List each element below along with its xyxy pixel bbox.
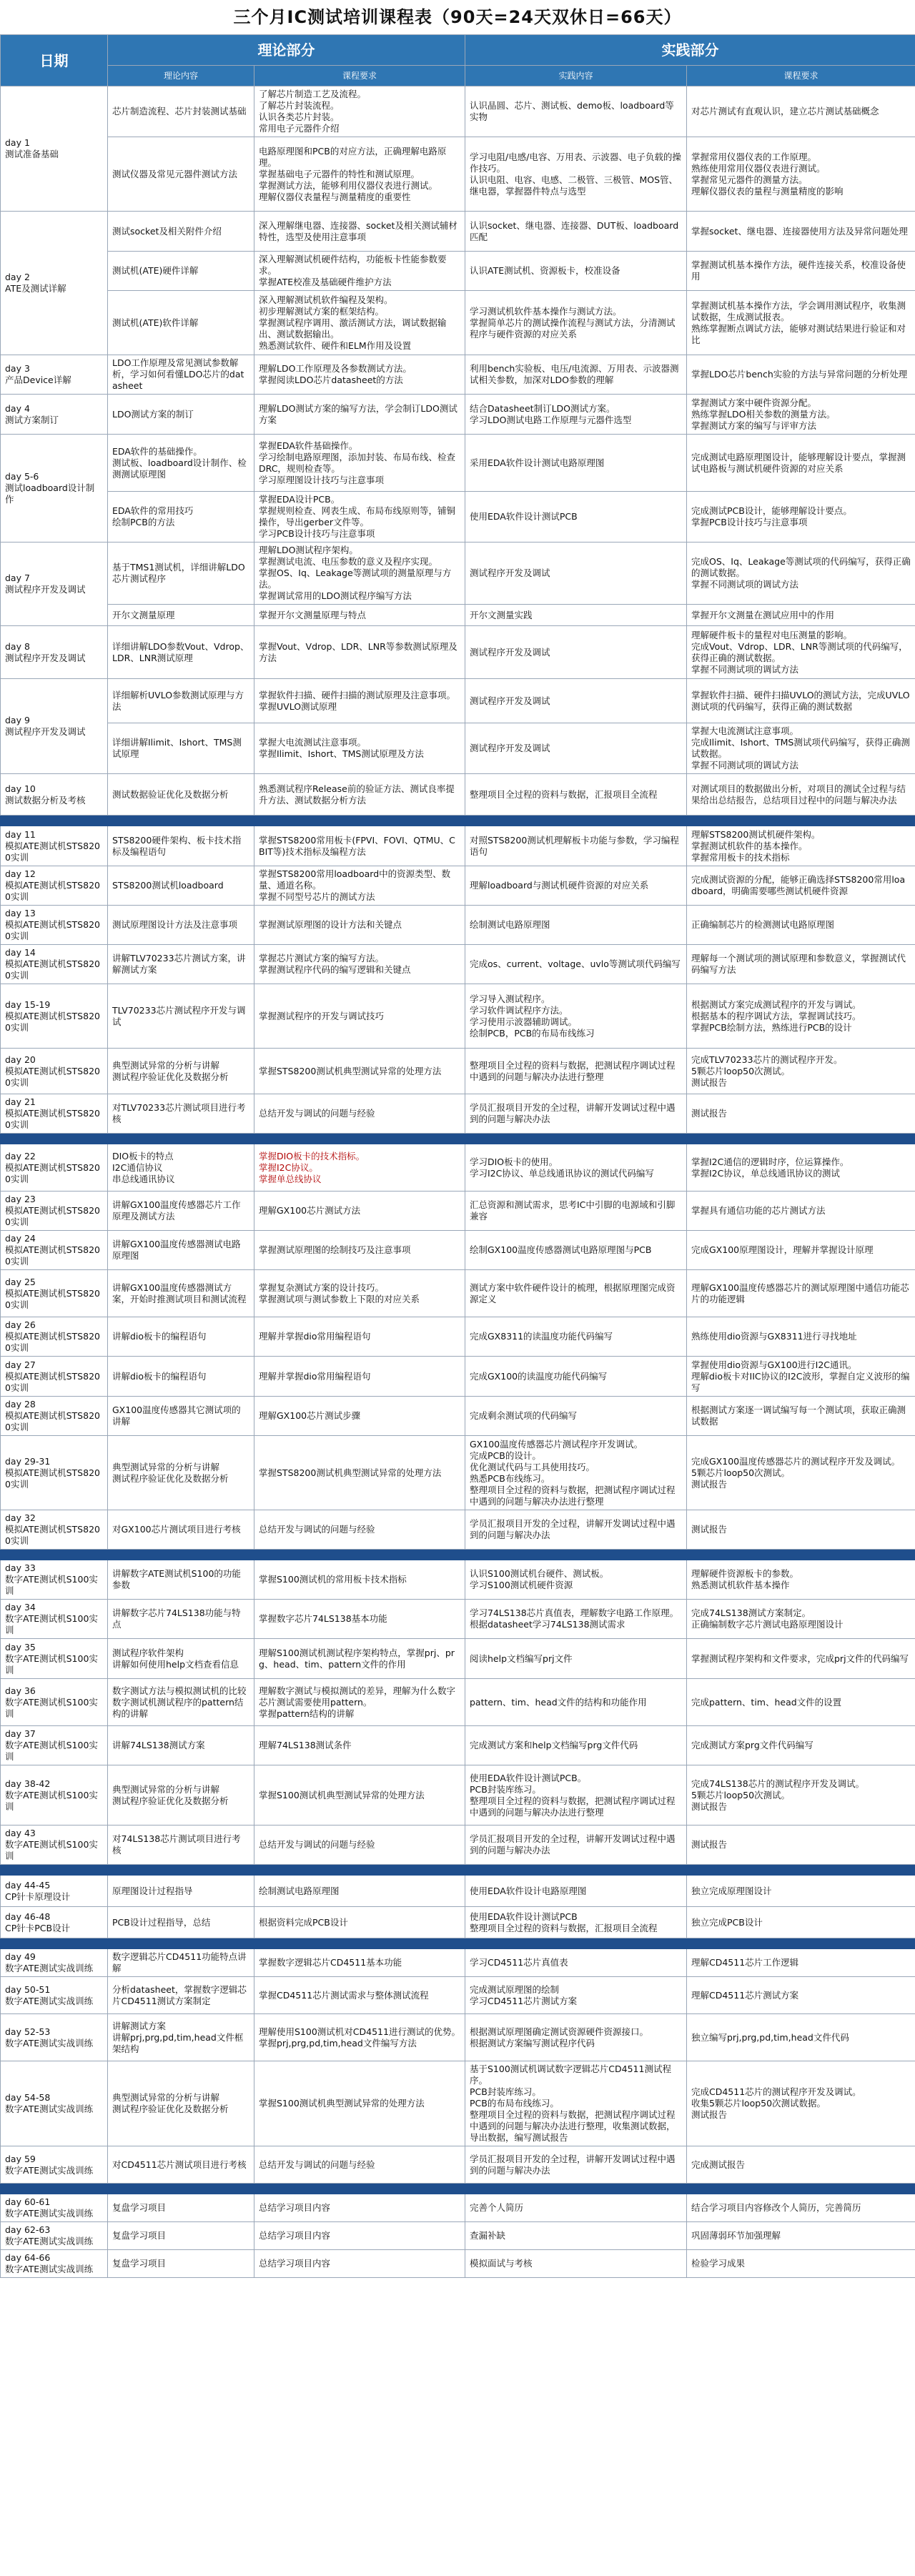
practice-content-cell: 认识socket、继电器、连接器、DUT板、loadboard匹配: [465, 212, 687, 252]
theory-requirement-cell: 掌握STS8200常用loadboard中的资源类型、数量、通道名称。 掌握不同型号芯片的测试方法: [254, 866, 465, 906]
day-cell: day 23 模拟ATE测试机STS8200实训: [1, 1192, 108, 1231]
table-row: [1, 1094, 915, 1134]
practice-requirement-cell: 完成测试电路原理图设计，能够理解设计要点，掌握测试电路板与测试机硬件资源的对应关系: [687, 435, 915, 492]
day-cell: day 64-66 数字ATE测试实战训练: [1, 2250, 108, 2278]
theory-content-cell: STS8200硬件架构、板卡技术指标及编程语句: [108, 826, 254, 866]
practice-requirement-cell: 巩固薄弱环节加强理解: [687, 2222, 915, 2250]
practice-content-cell: 对照STS8200测试机理解板卡功能与参数，学习编程语句: [465, 826, 687, 866]
theory-content-cell: 基于TMS1测试机，详细讲解LDO芯片测试程序: [108, 543, 254, 605]
practice-requirement-cell: 掌握测试方案中硬件资源分配。 熟练掌握LDO相关参数的测量方法。 掌握测试方案的编写与评审方法: [687, 395, 915, 435]
table-row: [1, 492, 915, 543]
practice-requirement-cell: 掌握I2C通信的逻辑时序，位运算操作。 掌握I2C协议，单总线通讯协议的测试: [687, 1144, 915, 1192]
table-row: [1, 1639, 915, 1679]
theory-requirement-cell: 理解GX100芯片测试方法: [254, 1192, 465, 1231]
theory-requirement-cell: 总结学习项目内容: [254, 2194, 465, 2222]
day-cell: day 37 数字ATE测试机S100实训: [1, 1726, 108, 1765]
day-cell: day 52-53 数字ATE测试实战训练: [1, 2014, 108, 2061]
section-divider: [1, 816, 915, 826]
theory-content-cell: EDA软件的常用技巧 绘制PCB的方法: [108, 492, 254, 543]
table-row: [1, 2146, 915, 2184]
table-row: [1, 605, 915, 626]
day-cell: day 34 数字ATE测试机S100实训: [1, 1600, 108, 1639]
day-cell: day 7 测试程序开发及调试: [1, 543, 108, 626]
day-cell: day 12 模拟ATE测试机STS8200实训: [1, 866, 108, 906]
theory-content-cell: 测试原理图设计方法及注意事项: [108, 906, 254, 945]
theory-content-cell: 详细解析UVLO参数测试原理与方法: [108, 679, 254, 723]
practice-content-cell: 认识晶圆、芯片、测试板、demo板、loadboard等实物: [465, 86, 687, 137]
practice-requirement-cell: 熟练使用dio资源与GX8311进行寻找地址: [687, 1317, 915, 1357]
practice-content-cell: GX100温度传感器芯片测试程序开发调试。 完成PCB的设计。 优化测试代码与工具使用技巧。 熟悉PCB布线练习。 整理项目全过程的资料与数据，把测试程序调试过程中遇到的问题与解决办法进行整理: [465, 1436, 687, 1510]
theory-requirement-header: 课程要求: [254, 66, 465, 86]
theory-requirement-cell: 掌握测试原理图的绘制技巧及注意事项: [254, 1231, 465, 1270]
practice-group-header: 实践部分: [465, 35, 915, 66]
table-row: [1, 1317, 915, 1357]
theory-content-cell: 典型测试异常的分析与讲解 测试程序验证优化及数据分析: [108, 1049, 254, 1094]
practice-content-cell: 整理项目全过程的资料与数据，把测试程序调试过程中遇到的问题与解决办法进行整理: [465, 1049, 687, 1094]
theory-requirement-cell: 掌握DIO板卡的技术指标。 掌握I2C协议。 掌握单总线协议: [254, 1144, 465, 1192]
day-cell: day 25 模拟ATE测试机STS8200实训: [1, 1270, 108, 1317]
day-cell: day 59 数字ATE测试实战训练: [1, 2146, 108, 2184]
day-cell: day 29-31 模拟ATE测试机STS8200实训: [1, 1436, 108, 1510]
day-cell: day 15-19 模拟ATE测试机STS8200实训: [1, 984, 108, 1049]
theory-content-cell: 典型测试异常的分析与讲解 测试程序验证优化及数据分析: [108, 1765, 254, 1826]
practice-content-header: 实践内容: [465, 66, 687, 86]
table-row: [1, 1397, 915, 1436]
theory-content-cell: 测试socket及相关附件介绍: [108, 212, 254, 252]
table-row: [1, 1192, 915, 1231]
day-cell: day 1 测试准备基础: [1, 86, 108, 212]
theory-requirement-cell: 掌握大电流测试注意事项。 掌握Ilimit、Ishort、TMS测试原理及方法: [254, 723, 465, 774]
section-divider: [1, 1550, 915, 1560]
theory-requirement-cell: 掌握数字芯片74LS138基本功能: [254, 1600, 465, 1639]
theory-content-cell: 数字测试方法与模拟测试机的比较 数字测试机测试程序的pattern结构的讲解: [108, 1679, 254, 1726]
practice-requirement-cell: 掌握具有通信功能的芯片测试方法: [687, 1192, 915, 1231]
practice-content-cell: 完成os、current、voltage、uvlo等测试项代码编写: [465, 945, 687, 984]
practice-content-cell: 理解loadboard与测试机硬件资源的对应关系: [465, 866, 687, 906]
day-cell: day 24 模拟ATE测试机STS8200实训: [1, 1231, 108, 1270]
practice-requirement-cell: 理解硬件资源板卡的参数。 熟悉测试机软件基本操作: [687, 1560, 915, 1600]
theory-content-cell: 分析datasheet，掌握数字逻辑芯片CD4511测试方案制定: [108, 1977, 254, 2014]
theory-requirement-cell: 熟悉测试程序Release前的验证方法、测试良率提升方法、测试数据分析方法: [254, 774, 465, 816]
day-cell: day 46-48 CP针卡PCB设计: [1, 1907, 108, 1938]
table-row: [1, 543, 915, 605]
theory-content-cell: 详细讲解LDO参数Vout、Vdrop、LDR、LNR测试原理: [108, 626, 254, 679]
theory-content-cell: 讲解74LS138测试方案: [108, 1726, 254, 1765]
theory-content-cell: 测试仪器及常见元器件测试方法: [108, 137, 254, 212]
theory-content-cell: 测试数据验证优化及数据分析: [108, 774, 254, 816]
practice-content-cell: 绘制测试电路原理图: [465, 906, 687, 945]
table-row: [1, 1510, 915, 1550]
day-cell: day 35 数字ATE测试机S100实训: [1, 1639, 108, 1679]
theory-requirement-cell: 掌握芯片测试方案的编写方法。 掌握测试程序代码的编写逻辑和关键点: [254, 945, 465, 984]
table-row: [1, 1679, 915, 1726]
theory-requirement-cell: 掌握测试程序的开发与调试技巧: [254, 984, 465, 1049]
practice-content-cell: 测试程序开发及调试: [465, 679, 687, 723]
practice-requirement-cell: 完成测试资源的分配，能够正确选择STS8200常用loadboard，明确需要哪些测试机硬件资源: [687, 866, 915, 906]
practice-content-cell: 结合Datasheet制订LDO测试方案。 学习LDO测试电路工作原理与元器件选型: [465, 395, 687, 435]
theory-content-cell: 讲解TLV70233芯片测试方案，讲解测试方案: [108, 945, 254, 984]
practice-requirement-cell: 完成pattern、tim、head文件的设置: [687, 1679, 915, 1726]
practice-requirement-cell: 完成74LS138芯片的测试程序开发及调试。 5颗芯片loop50次测试。 测试报告: [687, 1765, 915, 1826]
practice-content-cell: 绘制GX100温度传感器测试电路原理图与PCB: [465, 1231, 687, 1270]
day-cell: day 26 模拟ATE测试机STS8200实训: [1, 1317, 108, 1357]
practice-content-cell: 测试方案中软件硬件设计的梳理，根据原理图完成资源定义: [465, 1270, 687, 1317]
practice-requirement-cell: 对测试项目的数据做出分析，对项目的测试全过程与结果给出总结报告，总结项目过程中的问题与解决办法: [687, 774, 915, 816]
day-cell: day 13 模拟ATE测试机STS8200实训: [1, 906, 108, 945]
practice-content-cell: 测试程序开发及调试: [465, 723, 687, 774]
theory-content-cell: 讲解数字芯片74LS138功能与特点: [108, 1600, 254, 1639]
theory-requirement-cell: 总结开发与调试的问题与经验: [254, 1510, 465, 1550]
theory-content-cell: LDO测试方案的制订: [108, 395, 254, 435]
day-cell: day 21 模拟ATE测试机STS8200实训: [1, 1094, 108, 1134]
theory-requirement-cell: 理解GX100芯片测试步骤: [254, 1397, 465, 1436]
practice-requirement-cell: 理解CD4511芯片测试方案: [687, 1977, 915, 2014]
table-row: [1, 2250, 915, 2278]
theory-content-cell: 原理图设计过程指导: [108, 1876, 254, 1907]
practice-requirement-cell: 掌握软件扫描、硬件扫描UVLO的测试方法，完成UVLO测试项的代码编写，获得正确的测试数据: [687, 679, 915, 723]
theory-requirement-cell: 掌握数字逻辑芯片CD4511基本功能: [254, 1949, 465, 1977]
theory-requirement-cell: 深入理解测试机软件编程及架构。 初步理解测试方案的框架结构。 掌握测试程序调用、激活测试方法，调试数据输出、测试数据输出。 熟悉测试软件、硬件和ELM作用及设置: [254, 291, 465, 355]
table-row: [1, 2222, 915, 2250]
theory-requirement-cell: 掌握STS8200常用板卡(FPVI、FOVI、QTMU、CBIT等)技术指标及编程方法: [254, 826, 465, 866]
practice-content-cell: 学员汇报项目开发的全过程，讲解开发调试过程中遇到的问题与解决办法: [465, 1826, 687, 1865]
practice-content-cell: 学员汇报项目开发的全过程，讲解开发调试过程中遇到的问题与解决办法: [465, 1094, 687, 1134]
theory-requirement-cell: 理解使用S100测试机对CD4511进行测试的优势。 掌握prj,prg,pd,tim,head文件编写方法: [254, 2014, 465, 2061]
practice-requirement-cell: 完成测试方案prg文件代码编写: [687, 1726, 915, 1765]
section-divider: [1, 1134, 915, 1144]
practice-content-cell: 使用EDA软件设计测试PCB 整理项目全过程的资料与数据，汇报项目全流程: [465, 1907, 687, 1938]
theory-requirement-cell: 深入理解测试机硬件结构，功能板卡性能参数要求。 掌握ATE校准及基础硬件维护方法: [254, 252, 465, 291]
day-cell: day 62-63 数字ATE测试实战训练: [1, 2222, 108, 2250]
practice-requirement-cell: 独立编写prj,prg,pd,tim,head文件代码: [687, 2014, 915, 2061]
theory-content-cell: 讲解GX100温度传感器测试电路原理图: [108, 1231, 254, 1270]
theory-content-cell: DIO板卡的特点 I2C通信协议 串总线通讯协议: [108, 1144, 254, 1192]
theory-requirement-cell: 理解并掌握dio常用编程语句: [254, 1357, 465, 1397]
practice-requirement-cell: 完成GX100原理图设计，理解并掌握设计原理: [687, 1231, 915, 1270]
practice-requirement-cell: 理解硬件板卡的量程对电压测量的影响。 完成Vout、Vdrop、LDR、LNR等测试项的代码编写，获得正确的测试数据。 掌握不同测试项的调试方法: [687, 626, 915, 679]
theory-requirement-cell: 理解LDO测试方案的编写方法，学会制订LDO测试方案: [254, 395, 465, 435]
day-cell: day 60-61 数字ATE测试实战训练: [1, 2194, 108, 2222]
course-table: [0, 34, 915, 2278]
theory-content-cell: 开尔文测量原理: [108, 605, 254, 626]
practice-requirement-cell: 掌握测试程序架构和文件要求，完成prj文件的代码编写: [687, 1639, 915, 1679]
theory-content-cell: 对74LS138芯片测试项目进行考核: [108, 1826, 254, 1865]
practice-requirement-cell: 完成测试报告: [687, 2146, 915, 2184]
practice-content-cell: 根据测试原理图确定测试资源硬件资源接口。 根据测试方案编写测试程序代码: [465, 2014, 687, 2061]
practice-content-cell: 学习DIO板卡的使用。 学习I2C协议、单总线通讯协议的测试代码编写: [465, 1144, 687, 1192]
day-cell: day 5-6 测试loadboard设计制作: [1, 435, 108, 543]
day-cell: day 8 测试程序开发及调试: [1, 626, 108, 679]
theory-requirement-cell: 掌握EDA软件基础操作。 学习绘制电路原理图，添加封装、布局布线、检查DRC，规则检查等。 学习原理图设计技巧与注意事项: [254, 435, 465, 492]
day-cell: day 32 模拟ATE测试机STS8200实训: [1, 1510, 108, 1550]
practice-requirement-cell: 检验学习成果: [687, 2250, 915, 2278]
day-cell: day 44-45 CP针卡原理设计: [1, 1876, 108, 1907]
theory-requirement-cell: 掌握S100测试机典型测试异常的处理方法: [254, 1765, 465, 1826]
practice-requirement-cell: 完成TLV70233芯片的测试程序开发。 5颗芯片loop50次测试。 测试报告: [687, 1049, 915, 1094]
theory-requirement-cell: 理解S100测试机测试程序架构特点，掌握prj、prg、head、tim、pattern文件的作用: [254, 1639, 465, 1679]
theory-content-cell: EDA软件的基础操作。 测试板、loadboard设计制作、检测测试原理图: [108, 435, 254, 492]
theory-content-cell: STS8200测试机loadboard: [108, 866, 254, 906]
practice-content-cell: 利用bench实验板、电压/电流源、万用表、示波器测试相关参数，加深对LDO参数的理解: [465, 355, 687, 395]
theory-content-cell: 讲解GX100温度传感器芯片工作原理及测试方法: [108, 1192, 254, 1231]
theory-content-cell: 测试程序软件架构 讲解如何使用help文档查看信息: [108, 1639, 254, 1679]
table-row: [1, 86, 915, 137]
practice-requirement-cell: 掌握测试机基本操作方法，学会调用测试程序，收集测试数据，生成测试报表。 熟练掌握断点调试方法，能够对测试结果进行验证和对比: [687, 291, 915, 355]
day-cell: day 54-58 数字ATE测试实战训练: [1, 2061, 108, 2146]
theory-requirement-cell: 理解LDO测试程序架构。 掌握测试电流、电压参数的意义及程序实现。 掌握OS、Iq、Leakage等测试项的测量原理与方法。 掌握调试常用的LDO测试程序编写方法: [254, 543, 465, 605]
theory-requirement-cell: 理解并掌握dio常用编程语句: [254, 1317, 465, 1357]
practice-content-cell: 学习74LS138芯片真值表，理解数字电路工作原理。 根据datasheet学习74LS138测试需求: [465, 1600, 687, 1639]
table-row: [1, 1436, 915, 1510]
day-cell: day 33 数字ATE测试机S100实训: [1, 1560, 108, 1600]
practice-content-cell: 采用EDA软件设计测试电路原理图: [465, 435, 687, 492]
practice-content-cell: 认识ATE测试机、资源板卡，校准设备: [465, 252, 687, 291]
table-row: [1, 2014, 915, 2061]
day-cell: day 3 产品Device详解: [1, 355, 108, 395]
theory-requirement-cell: 绘制测试电路原理图: [254, 1876, 465, 1907]
theory-content-cell: 典型测试异常的分析与讲解 测试程序验证优化及数据分析: [108, 2061, 254, 2146]
theory-content-cell: 数字逻辑芯片CD4511功能特点讲解: [108, 1949, 254, 1977]
theory-content-cell: 测试机(ATE)软件详解: [108, 291, 254, 355]
table-row: [1, 212, 915, 252]
practice-content-cell: 完成剩余测试项的代码编写: [465, 1397, 687, 1436]
theory-requirement-cell: 理解LDO工作原理及各参数测试方法。 掌握阅读LDO芯片datasheet的方法: [254, 355, 465, 395]
theory-content-cell: 讲解dio板卡的编程语句: [108, 1357, 254, 1397]
theory-content-cell: 测试机(ATE)硬件详解: [108, 252, 254, 291]
practice-requirement-cell: 独立完成PCB设计: [687, 1907, 915, 1938]
table-row: [1, 395, 915, 435]
practice-requirement-cell: 掌握LDO芯片bench实验的方法与异常问题的分析处理: [687, 355, 915, 395]
practice-content-cell: 学习电阻/电感/电容、万用表、示波器、电子负载的操作技巧。 认识电阻、电容、电感、二极管、三极管、MOS管、继电器，掌握器件特点与选型: [465, 137, 687, 212]
practice-requirement-cell: 理解每一个测试项的测试原理和参数意义，掌握测试代码编写方法: [687, 945, 915, 984]
page-title: 三个月IC测试培训课程表（90天=24天双休日=66天）: [233, 7, 682, 27]
day-cell: day 27 模拟ATE测试机STS8200实训: [1, 1357, 108, 1397]
table-row: [1, 2194, 915, 2222]
theory-content-cell: 讲解测试方案 讲解prj,prg,pd,tim,head文件框架结构: [108, 2014, 254, 2061]
day-cell: day 38-42 数字ATE测试机S100实训: [1, 1765, 108, 1826]
theory-requirement-cell: 掌握测试原理图的设计方法和关键点: [254, 906, 465, 945]
practice-content-cell: 开尔文测量实践: [465, 605, 687, 626]
day-cell: day 10 测试数据分析及考核: [1, 774, 108, 816]
practice-requirement-cell: 测试报告: [687, 1510, 915, 1550]
day-cell: day 43 数字ATE测试机S100实训: [1, 1826, 108, 1865]
practice-content-cell: 学习CD4511芯片真值表: [465, 1949, 687, 1977]
theory-content-cell: 对CD4511芯片测试项目进行考核: [108, 2146, 254, 2184]
practice-requirement-cell: 根据测试方案逐一调试编写每一个测试项，获取正确测试数据: [687, 1397, 915, 1436]
practice-requirement-cell: 测试报告: [687, 1094, 915, 1134]
day-cell: day 2 ATE及测试详解: [1, 212, 108, 355]
table-row: [1, 984, 915, 1049]
practice-content-cell: 完成测试原理图的绘制 学习CD4511芯片测试方案: [465, 1977, 687, 2014]
practice-content-cell: 整理项目全过程的资料与数据，汇报项目全流程: [465, 774, 687, 816]
practice-requirement-cell: 正确编制芯片的检测测试电路原理图: [687, 906, 915, 945]
practice-requirement-cell: 对芯片测试有直观认识，建立芯片测试基础概念: [687, 86, 915, 137]
practice-content-cell: 汇总资源和测试需求，思考IC中引脚的电源域和引脚兼容: [465, 1192, 687, 1231]
practice-content-cell: 模拟面试与考核: [465, 2250, 687, 2278]
theory-requirement-cell: 理解数字测试与模拟测试的差异，理解为什么数字芯片测试需要使用pattern。 掌握pattern结构的讲解: [254, 1679, 465, 1726]
table-row: [1, 1049, 915, 1094]
practice-content-cell: 完成GX8311的读温度功能代码编写: [465, 1317, 687, 1357]
table-row: [1, 355, 915, 395]
practice-content-cell: 测试程序开发及调试: [465, 543, 687, 605]
day-cell: day 36 数字ATE测试机S100实训: [1, 1679, 108, 1726]
table-row: [1, 1144, 915, 1192]
practice-requirement-cell: 掌握大电流测试注意事项。 完成Ilimit、Ishort、TMS测试项代码编写，获得正确测试数据。 掌握不同测试项的调试方法: [687, 723, 915, 774]
theory-requirement-cell: 理解74LS138测试条件: [254, 1726, 465, 1765]
practice-content-cell: 使用EDA软件设计测试PCB。 PCB封装库练习。 整理项目全过程的资料与数据，把测试程序调试过程中遇到的问题与解决办法进行整理: [465, 1765, 687, 1826]
theory-requirement-cell: 总结开发与调试的问题与经验: [254, 2146, 465, 2184]
table-row: [1, 1876, 915, 1907]
theory-content-cell: 复盘学习项目: [108, 2250, 254, 2278]
practice-content-cell: 认识S100测试机台硬件、测试板。 学习S100测试机硬件资源: [465, 1560, 687, 1600]
theory-requirement-cell: 掌握CD4511芯片测试需求与整体测试流程: [254, 1977, 465, 2014]
section-divider: [1, 1865, 915, 1876]
table-row: [1, 1907, 915, 1938]
theory-content-cell: 讲解dio板卡的编程语句: [108, 1317, 254, 1357]
table-row: [1, 1357, 915, 1397]
table-row: [1, 435, 915, 492]
table-row: [1, 1949, 915, 1977]
practice-content-cell: 测试程序开发及调试: [465, 626, 687, 679]
practice-content-cell: 使用EDA软件设计测试PCB: [465, 492, 687, 543]
theory-requirement-cell: 掌握软件扫描、硬件扫描的测试原理及注意事项。 掌握UVLO测试原理: [254, 679, 465, 723]
practice-requirement-cell: 完成测试PCB设计，能够理解设计要点。 掌握PCB设计技巧与注意事项: [687, 492, 915, 543]
table-row: [1, 1231, 915, 1270]
practice-requirement-header: 课程要求: [687, 66, 915, 86]
theory-requirement-cell: 根据资料完成PCB设计: [254, 1907, 465, 1938]
theory-content-cell: 典型测试异常的分析与讲解 测试程序验证优化及数据分析: [108, 1436, 254, 1510]
table-row: [1, 1560, 915, 1600]
practice-content-cell: 完成测试方案和help文档编写prg文件代码: [465, 1726, 687, 1765]
theory-content-cell: PCB设计过程指导，总结: [108, 1907, 254, 1938]
day-cell: day 4 测试方案制订: [1, 395, 108, 435]
practice-requirement-cell: 根据测试方案完成测试程序的开发与调试。 根据基本的程序调试方法，掌握调试技巧。 掌握PCB绘制方法，熟练进行PCB的设计: [687, 984, 915, 1049]
theory-requirement-cell: 掌握S100测试机典型测试异常的处理方法: [254, 2061, 465, 2146]
day-cell: day 50-51 数字ATE测试实战训练: [1, 1977, 108, 2014]
practice-requirement-cell: 独立完成原理图设计: [687, 1876, 915, 1907]
table-row: [1, 723, 915, 774]
table-row: [1, 137, 915, 212]
table-row: [1, 2061, 915, 2146]
section-divider: [1, 2184, 915, 2194]
practice-requirement-cell: 掌握常用仪器仪表的工作原理。 熟练使用常用仪器仪表进行测试。 掌握常见元器件的测量方法。 理解仪器仪表的量程与测量精度的影响: [687, 137, 915, 212]
practice-content-cell: 学员汇报项目开发的全过程，讲解开发调试过程中遇到的问题与解决办法: [465, 2146, 687, 2184]
theory-requirement-cell: 深入理解继电器、连接器、socket及相关测试辅材特性，选型及使用注意事项: [254, 212, 465, 252]
practice-requirement-cell: 完成OS、Iq、Leakage等测试项的代码编写，获得正确的测试数据。 掌握不同测试项的调试方法: [687, 543, 915, 605]
theory-requirement-cell: 总结学习项目内容: [254, 2250, 465, 2278]
theory-requirement-cell: 总结学习项目内容: [254, 2222, 465, 2250]
table-row: [1, 626, 915, 679]
day-cell: day 28 模拟ATE测试机STS8200实训: [1, 1397, 108, 1436]
theory-content-cell: 讲解数字ATE测试机S100的功能参数: [108, 1560, 254, 1600]
day-column-header: 日期: [1, 35, 108, 86]
table-row: [1, 1826, 915, 1865]
practice-content-cell: 基于S100测试机调试数字逻辑芯片CD4511测试程序。 PCB封装库练习。 PCB的布局布线练习。 整理项目全过程的资料与数据，把测试程序调试过程中遇到的问题与解决办法进行整理，收集测试数据，导出数据，编写测试报告: [465, 2061, 687, 2146]
theory-requirement-cell: 掌握STS8200测试机典型测试异常的处理方法: [254, 1436, 465, 1510]
practice-content-cell: 完成GX100的读温度功能代码编写: [465, 1357, 687, 1397]
practice-requirement-cell: 理解GX100温度传感器芯片的测试原理图中通信功能芯片的功能逻辑: [687, 1270, 915, 1317]
day-cell: day 11 模拟ATE测试机STS8200实训: [1, 826, 108, 866]
table-row: [1, 1270, 915, 1317]
table-row: [1, 866, 915, 906]
theory-requirement-cell: 掌握STS8200测试机典型测试异常的处理方法: [254, 1049, 465, 1094]
day-cell: day 22 模拟ATE测试机STS8200实训: [1, 1144, 108, 1192]
theory-requirement-cell: 了解芯片制造工艺及流程。 了解芯片封装流程。 认识各类芯片封装。 常用电子元器件介绍: [254, 86, 465, 137]
theory-requirement-cell: 掌握S100测试机的常用板卡技术指标: [254, 1560, 465, 1600]
practice-content-cell: 完善个人简历: [465, 2194, 687, 2222]
theory-content-header: 理论内容: [108, 66, 254, 86]
practice-requirement-cell: 测试报告: [687, 1826, 915, 1865]
practice-requirement-cell: 理解CD4511芯片工作逻辑: [687, 1949, 915, 1977]
theory-content-cell: 复盘学习项目: [108, 2222, 254, 2250]
practice-content-cell: 学习导入测试程序。 学习软件调试程序方法。 学习使用示波器辅助调试。 绘制PCB，PCB的布局布线练习: [465, 984, 687, 1049]
theory-requirement-cell: 总结开发与调试的问题与经验: [254, 1826, 465, 1865]
practice-requirement-cell: 掌握测试机基本操作方法，硬件连接关系，校准设备使用: [687, 252, 915, 291]
table-row: [1, 1726, 915, 1765]
day-cell: day 20 模拟ATE测试机STS8200实训: [1, 1049, 108, 1094]
practice-requirement-cell: 完成GX100温度传感器芯片的测试程序开发及调试。 5颗芯片loop50次测试。 测试报告: [687, 1436, 915, 1510]
practice-requirement-cell: 理解STS8200测试机硬件架构。 掌握测试机软件的基本操作。 掌握常用板卡的技术指标: [687, 826, 915, 866]
practice-content-cell: 学习测试机软件基本操作与测试方法。 掌握简单芯片的测试操作流程与测试方法，分清测试程序与硬件资源的对应关系: [465, 291, 687, 355]
day-cell: day 14 模拟ATE测试机STS8200实训: [1, 945, 108, 984]
day-cell: day 9 测试程序开发及调试: [1, 679, 108, 774]
practice-content-cell: 查漏补缺: [465, 2222, 687, 2250]
table-row: [1, 679, 915, 723]
practice-content-cell: 使用EDA软件设计电路原理图: [465, 1876, 687, 1907]
theory-content-cell: TLV70233芯片测试程序开发与调试: [108, 984, 254, 1049]
theory-content-cell: GX100温度传感器其它测试项的讲解: [108, 1397, 254, 1436]
theory-content-cell: 芯片制造流程、芯片封装测试基础: [108, 86, 254, 137]
theory-requirement-cell: 电路原理图和PCB的对应方法，正确理解电路原理。 掌握基础电子元器件的特性和测试原理。 掌握测试方法，能够利用仪器仪表进行测试。 理解仪器仪表量程与测量精度的重要性: [254, 137, 465, 212]
theory-content-cell: 讲解GX100温度传感器测试方案，开始时推测试项目和测试流程: [108, 1270, 254, 1317]
theory-requirement-cell: 掌握复杂测试方案的设计技巧。 掌握测试项与测试参数上下限的对应关系: [254, 1270, 465, 1317]
theory-group-header: 理论部分: [108, 35, 465, 66]
table-row: [1, 1977, 915, 2014]
theory-content-cell: 对GX100芯片测试项目进行考核: [108, 1510, 254, 1550]
table-row: [1, 774, 915, 816]
practice-requirement-cell: 掌握socket、继电器、连接器使用方法及异常问题处理: [687, 212, 915, 252]
theory-content-cell: 复盘学习项目: [108, 2194, 254, 2222]
table-row: [1, 1765, 915, 1826]
theory-requirement-cell: 掌握开尔文测量原理与特点: [254, 605, 465, 626]
table-row: [1, 291, 915, 355]
theory-content-cell: 对TLV70233芯片测试项目进行考核: [108, 1094, 254, 1134]
table-row: [1, 252, 915, 291]
table-row: [1, 1600, 915, 1639]
theory-requirement-cell: 总结开发与调试的问题与经验: [254, 1094, 465, 1134]
theory-requirement-cell: 掌握Vout、Vdrop、LDR、LNR等参数测试原理及方法: [254, 626, 465, 679]
practice-requirement-cell: 结合学习项目内容修改个人简历，完善简历: [687, 2194, 915, 2222]
theory-content-cell: LDO工作原理及常见测试参数解析，学习如何看懂LDO芯片的datasheet: [108, 355, 254, 395]
table-row: [1, 945, 915, 984]
theory-requirement-cell: 掌握EDA设计PCB。 掌握规则检查、网表生成、布局布线原则等，铺铜操作，导出gerber文件等。 学习PCB设计技巧与注意事项: [254, 492, 465, 543]
practice-requirement-cell: 完成CD4511芯片的测试程序开发及调试。 收集5颗芯片loop50次测试数据。 测试报告: [687, 2061, 915, 2146]
practice-content-cell: pattern、tim、head文件的结构和功能作用: [465, 1679, 687, 1726]
day-cell: day 49 数字ATE测试实战训练: [1, 1949, 108, 1977]
practice-content-cell: 学员汇报项目开发的全过程，讲解开发调试过程中遇到的问题与解决办法: [465, 1510, 687, 1550]
section-divider: [1, 1938, 915, 1949]
practice-requirement-cell: 完成74LS138测试方案制定。 正确编制数字芯片测试电路原理图设计: [687, 1600, 915, 1639]
table-row: [1, 826, 915, 866]
practice-content-cell: 阅读help文档编写prj文件: [465, 1639, 687, 1679]
practice-requirement-cell: 掌握开尔文测量在测试应用中的作用: [687, 605, 915, 626]
theory-content-cell: 详细讲解Ilimit、Ishort、TMS测试原理: [108, 723, 254, 774]
practice-requirement-cell: 掌握使用dio资源与GX100进行I2C通讯。 理解dio板卡对IIC协议的I2C波形，掌握自定义波形的编写: [687, 1357, 915, 1397]
table-row: [1, 906, 915, 945]
